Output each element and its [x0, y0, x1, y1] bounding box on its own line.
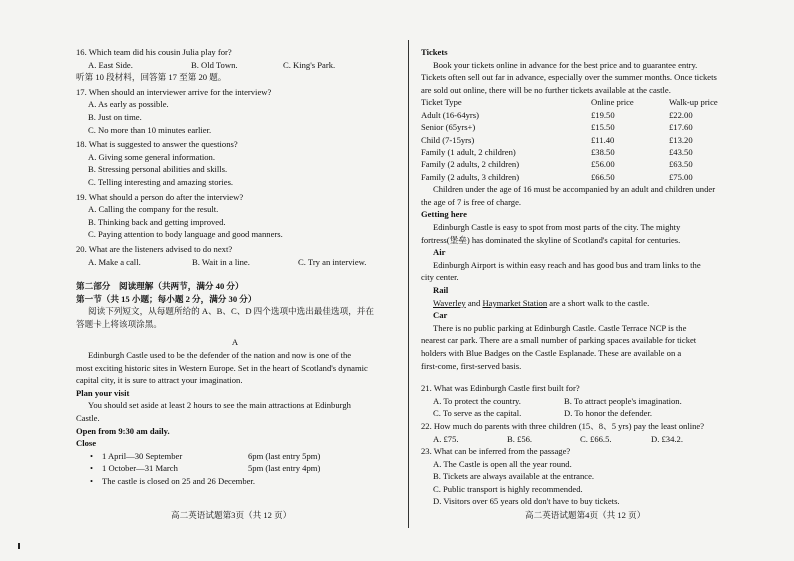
reading-instruction-line-2: 答题卡上将该项涂黑。: [76, 318, 162, 329]
option-c: C. £66.5.: [580, 433, 612, 444]
online-price: £56.00: [591, 159, 615, 170]
ticket-type: Family (2 adults, 2 children): [421, 159, 520, 170]
table-row: [421, 121, 735, 133]
option-c: C. Telling interesting and amazing stories.: [88, 176, 234, 187]
right-column: [421, 46, 735, 508]
ticket-type: Child (7-15yrs): [421, 134, 475, 145]
online-price: £38.50: [591, 147, 615, 157]
air-line-1: Edinburgh Airport is within easy reach and has good bus and tram links to the: [433, 259, 701, 270]
option-b: B. Just on time.: [88, 111, 142, 122]
option-a: A. Calling the company for the result.: [88, 204, 219, 215]
tickets-line-1: Book your tickets online in advance for the best price and to guarantee entry.: [433, 59, 698, 70]
online-price: £15.50: [591, 122, 615, 133]
car-line-4: first-come, first-served basis.: [421, 360, 522, 371]
close-period: 1 October—31 March: [102, 463, 178, 474]
question-22-options: [421, 433, 735, 446]
rail-heading: Rail: [433, 284, 449, 295]
option-d: D. £34.2.: [651, 433, 683, 444]
reading-instruction-line-1: 阅读下列短文，从每题所给的 A、B、C、D 四个选项中选出最佳选项，并在: [88, 306, 374, 317]
close-item: [76, 462, 394, 475]
question-21-stem: 21. What was Edinburgh Castle first built for?: [421, 383, 580, 394]
intro-line-1: Edinburgh Castle used to be the defender of the nation and now is one of the: [88, 350, 352, 361]
question-16-stem: 16. Which team did his cousin Julia play for?: [76, 47, 232, 57]
question-22-stem: 22. How much do parents with three children (15、8、5 yrs) pay the least online?: [421, 420, 705, 431]
instruction-17-20: 听第 10 段材料，回答第 17 至第 20 题。: [76, 72, 227, 83]
intro-line-2: most exciting historic sites in Western Europe. Set in the heart of Scotland's dynamic: [76, 362, 368, 373]
air-heading: Air: [433, 247, 446, 258]
option-a: A. The Castle is open all the year round.: [433, 458, 572, 469]
car-line-3: holders with Blue Badges on the Castle Esplanade. These are available on a: [421, 347, 682, 358]
walkup-price: £43.50: [669, 147, 693, 157]
option-c: C. To serve as the capital.: [433, 408, 522, 419]
plan-line-1: You should set aside at least 2 hours to see the main attractions at Edinburgh: [88, 400, 351, 411]
getting-line-2: fortress(堡垒) has dominated the skyline of Scotland's capital for centuries.: [421, 234, 681, 245]
children-line-1: Children under the age of 16 must be accompanied by an adult and children under: [433, 184, 716, 195]
option-d: D. To honor the defender.: [564, 408, 653, 419]
scan-mark: [18, 543, 20, 549]
ticket-type: Family (2 adults, 3 children): [421, 171, 520, 182]
option-b: B. Thinking back and getting improved.: [88, 216, 226, 227]
option-a: A. As early as possible.: [88, 99, 169, 110]
close-time: 5pm (last entry 4pm): [248, 463, 321, 474]
rail-line: [421, 297, 735, 310]
tickets-heading: Tickets: [421, 47, 448, 57]
option-c: C. King's Park.: [283, 59, 336, 70]
option-b: B. £56.: [507, 433, 533, 444]
page-footer-left: 高二英语试题第3页（共 12 页）: [171, 510, 292, 520]
online-price: £11.40: [591, 134, 615, 145]
question-20-options: [76, 256, 394, 269]
walkup-price: £17.60: [669, 122, 693, 133]
question-19-stem: 19. What should a person do after the interview?: [76, 191, 244, 202]
column-divider: [408, 40, 409, 528]
intro-line-3: capital city, it is sure to attract your imagination.: [76, 375, 243, 386]
passage-letter: A: [231, 337, 239, 348]
question-18-stem: 18. What is suggested to answer the questions?: [76, 139, 238, 150]
section-1-title: 第一节（共 15 小题；每小题 2 分，满分 30 分）: [76, 293, 257, 304]
walkup-price: £13.20: [669, 134, 693, 145]
option-a: A. East Side.: [88, 59, 133, 70]
tickets-line-3: are sold out online, there will be no further tickets available at the castle.: [421, 84, 671, 95]
option-b: B. To attract people's imagination.: [564, 395, 682, 406]
table-header-row: [421, 96, 735, 108]
page-footer-right: 高二英语试题第4页（共 12 页）: [525, 510, 646, 520]
walkup-price: £75.00: [669, 171, 693, 182]
header-online-price: Online price: [591, 97, 634, 108]
left-column: [76, 46, 394, 488]
question-23-stem: 23. What can be inferred from the passage?: [421, 446, 571, 457]
option-c: C. Paying attention to body language and good manners.: [88, 229, 283, 240]
part-2-title: 第二部分 阅读理解（共两节，满分 40 分）: [76, 281, 244, 292]
question-21-options: [421, 407, 735, 420]
air-line-2: city center.: [421, 272, 459, 283]
option-d: D. Visitors over 65 years old don't have to buy tickets.: [433, 496, 620, 507]
option-b: B. Tickets are always available at the entrance.: [433, 471, 595, 482]
walkup-price: £22.00: [669, 109, 693, 120]
ticket-type: Family (1 adult, 2 children): [421, 147, 516, 157]
car-line-2: nearest car park. There are a small number of parking spaces available for ticket: [421, 335, 697, 346]
option-b: B. Wait in a line.: [192, 256, 250, 267]
waverley-link[interactable]: Waverley: [433, 297, 466, 308]
online-price: £19.50: [591, 109, 615, 120]
opening-hours: Open from 9:30 am daily.: [76, 425, 170, 436]
close-time: 6pm (last entry 5pm): [248, 450, 321, 461]
question-20-stem: 20. What are the listeners advised to do next?: [76, 243, 233, 254]
table-row: [421, 134, 735, 146]
option-c: C. Try an interview.: [298, 256, 367, 267]
header-ticket-type: Ticket Type: [421, 97, 462, 108]
close-period: 1 April—30 September: [102, 450, 183, 461]
plan-visit-heading: Plan your visit: [76, 387, 130, 398]
option-a: A. £75.: [433, 433, 459, 444]
table-row: [421, 171, 735, 183]
car-heading: Car: [433, 310, 448, 321]
option-c: C. Public transport is highly recommended.: [433, 483, 583, 494]
rail-and: and: [465, 297, 483, 308]
question-16-options: [76, 59, 394, 72]
question-17-stem: 17. When should an interviewer arrive for the interview?: [76, 86, 272, 97]
ticket-type: Adult (16-64yrs): [421, 109, 479, 120]
ticket-price-table: [421, 96, 735, 183]
walkup-price: £63.50: [669, 159, 693, 170]
option-b: B. Stressing personal abilities and skills.: [88, 164, 228, 175]
option-c: C. No more than 10 minutes earlier.: [88, 124, 212, 135]
header-walkup-price: Walk-up price: [669, 97, 718, 108]
table-row: [421, 146, 735, 158]
children-line-2: the age of 7 is free of charge.: [421, 196, 522, 207]
close-heading: Close: [76, 438, 97, 449]
car-line-1: There is no public parking at Edinburgh Castle. Castle Terrace NCP is the: [433, 322, 687, 333]
option-a: A. To protect the country.: [433, 395, 521, 406]
tickets-line-2: Tickets often sell out far in advance, especially over the summer months. Once tickets: [421, 72, 717, 83]
table-row: [421, 158, 735, 170]
getting-line-1: Edinburgh Castle is easy to spot from most parts of the city. The mighty: [433, 222, 681, 232]
closed-dates-note: • The castle is closed on 25 and 26 December.: [76, 475, 394, 488]
table-row: [421, 109, 735, 121]
option-a: A. Giving some general information.: [88, 151, 215, 162]
haymarket-link[interactable]: Haymarket Station: [482, 297, 548, 308]
option-b: B. Old Town.: [191, 59, 238, 70]
close-item: [76, 450, 394, 463]
plan-line-2: Castle.: [76, 413, 100, 424]
option-a: A. Make a call.: [88, 256, 141, 267]
ticket-type: Senior (65yrs+): [421, 122, 476, 133]
question-21-options: [421, 395, 735, 408]
online-price: £66.50: [591, 171, 615, 182]
rail-rest: are a short walk to the castle.: [547, 297, 650, 308]
getting-here-heading: Getting here: [421, 209, 467, 220]
